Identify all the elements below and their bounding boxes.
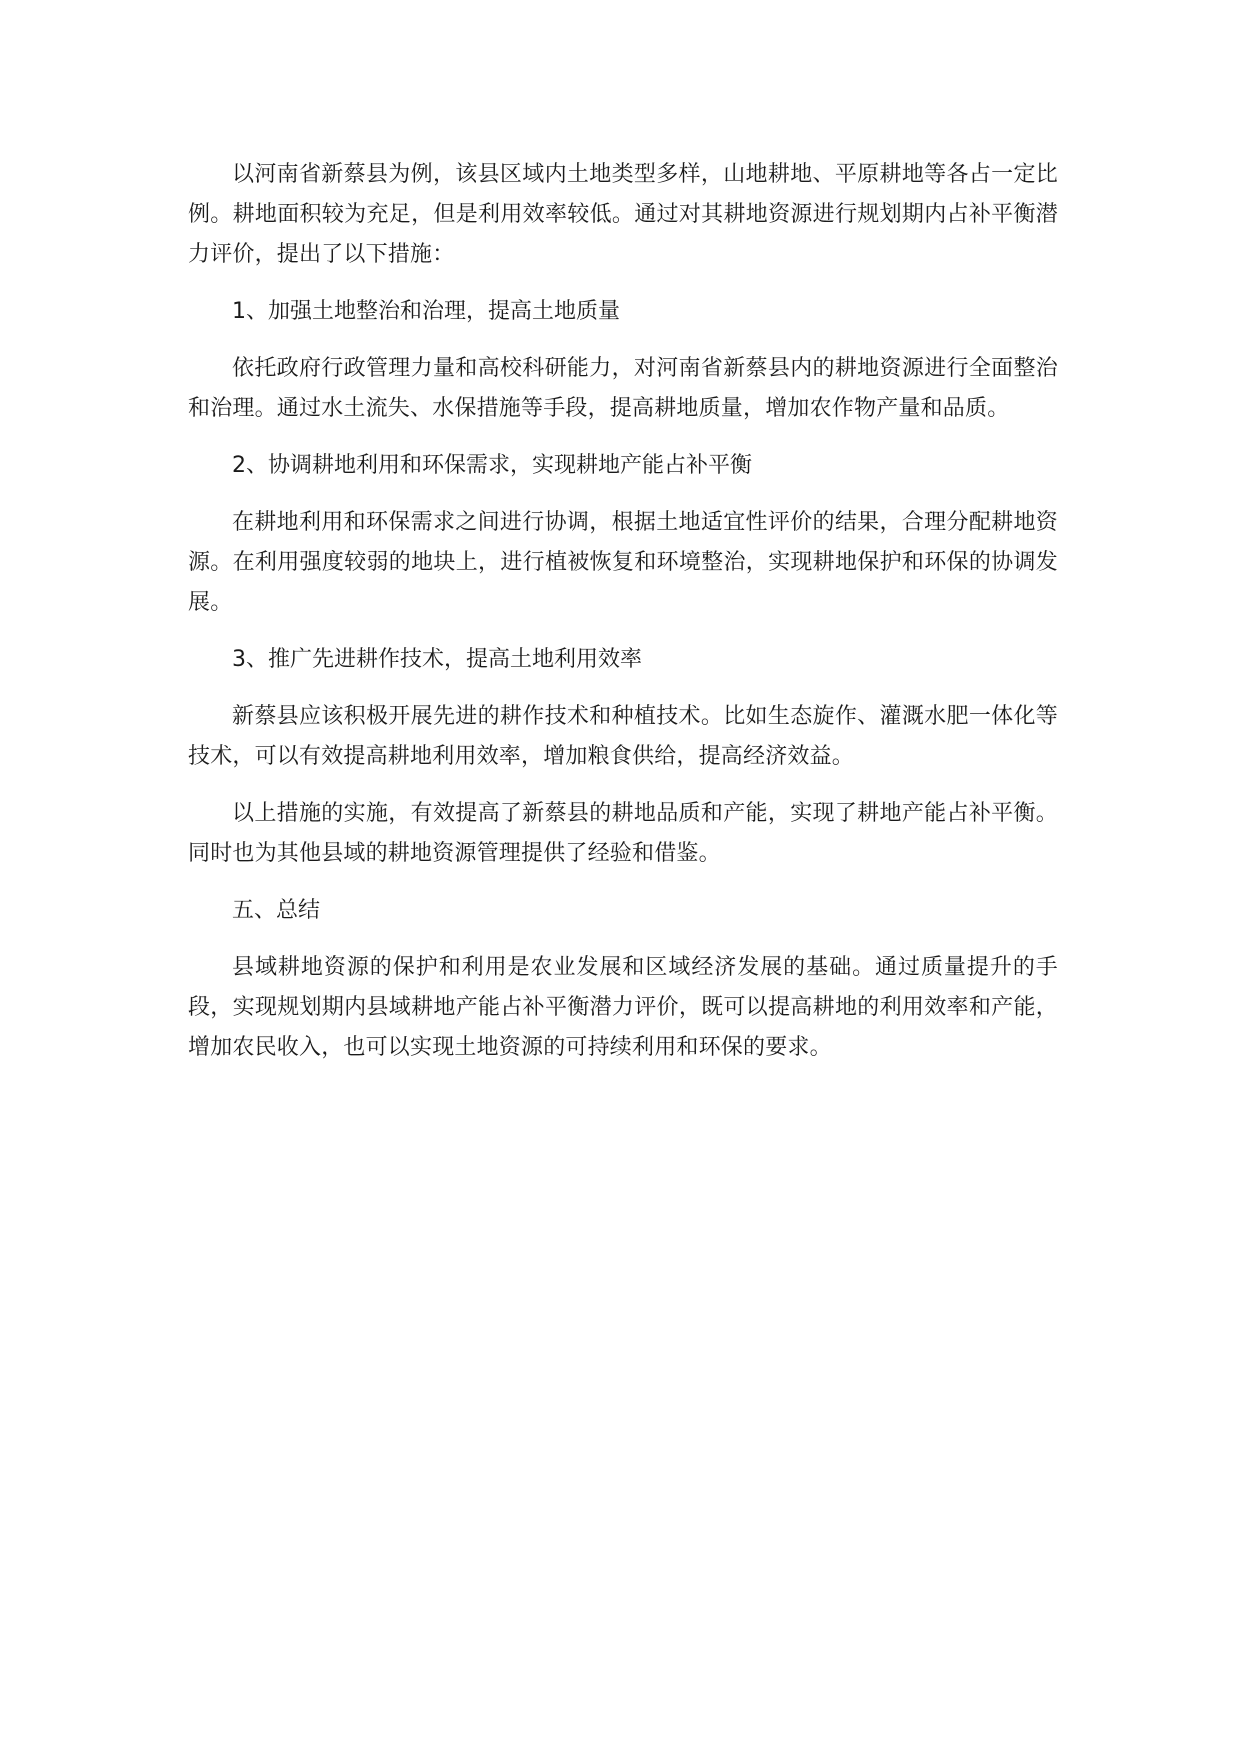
paragraph-intro: 以河南省新蔡县为例，该县区域内土地类型多样，山地耕地、平原耕地等各占一定比例。耕地面积较为充足，但是利用效率较低。通过对其耕地资源进行规划期内占补平衡潜力评价，提出了以下措施： [188, 162, 1058, 267]
paragraph-summary: 县域耕地资源的保护和利用是农业发展和区域经济发展的基础。通过质量提升的手段，实现规划期内县域耕地产能占补平衡潜力评价，既可以提高耕地的利用效率和产能，增加农民收入，也可以实现土地资源的可持续利用和环保的要求。 [188, 955, 1058, 1060]
section-heading-3: 3、推广先进耕作技术，提高土地利用效率 [232, 647, 642, 672]
section-heading-1: 1、加强土地整治和治理，提高土地质量 [232, 299, 620, 324]
document-page [188, 155, 1058, 1085]
paragraph-measure-3: 新蔡县应该积极开展先进的耕作技术和种植技术。比如生态旋作、灌溉水肥一体化等技术，可以有效提高耕地利用效率，增加粮食供给，提高经济效益。 [188, 704, 1058, 769]
paragraph-result: 以上措施的实施，有效提高了新蔡县的耕地品质和产能，实现了耕地产能占补平衡。同时也为其他县域的耕地资源管理提供了经验和借鉴。 [188, 801, 1058, 866]
paragraph-measure-2: 在耕地利用和环保需求之间进行协调，根据土地适宜性评价的结果，合理分配耕地资源。在利用强度较弱的地块上，进行植被恢复和环境整治，实现耕地保护和环保的协调发展。 [188, 510, 1058, 615]
section-heading-summary: 五、总结 [232, 898, 321, 923]
paragraph-measure-1: 依托政府行政管理力量和高校科研能力，对河南省新蔡县内的耕地资源进行全面整治和治理。通过水土流失、水保措施等手段，提高耕地质量，增加农作物产量和品质。 [188, 356, 1058, 421]
section-heading-2: 2、协调耕地利用和环保需求，实现耕地产能占补平衡 [232, 453, 752, 478]
